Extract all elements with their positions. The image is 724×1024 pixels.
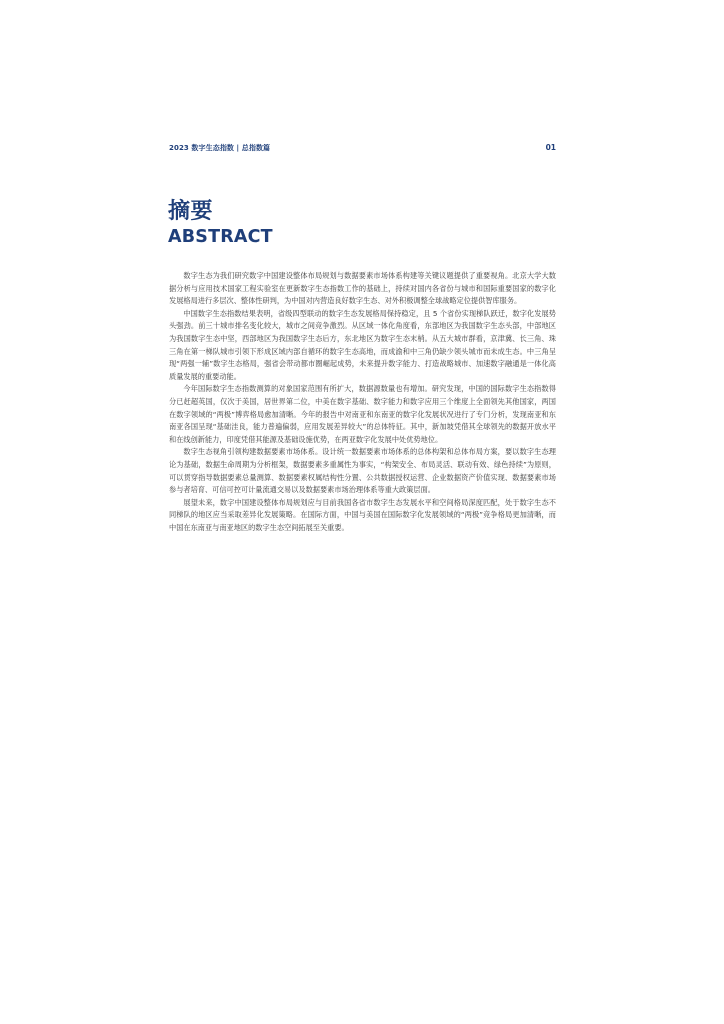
paragraph: 展望未来，数字中国建设整体布局规划应与目前我国各省市数字生态发展水平和空间格局深度匹配，处于数字生态不同梯队的地区应当采取差异化发展策略。在国际方面，中国与美国在国际数字化发展领域的“两极”竞争格局更加清晰，而中国在东南亚与南亚地区的数字生态空间拓展至关重要。 — [169, 497, 556, 532]
section-title-chinese: 摘要 — [168, 199, 214, 224]
paragraph: 中国数字生态指数结果表明，省级四型联动的数字生态发展格局保持稳定，且 5 个省份实现梯队跃迁，数字化发展势头强劲。前三十城市排名变化较大，城市之间竞争激烈。从区域一体化角度看，东部地区为我国数字生态头部，中部地区为我国数字生态中坚，西部地区为我国数字生态后方，东北地区为数字生态末梢。从五大城市群看，京津冀、长三角、珠三角在第一梯队城市引领下形成区域内部自循环的数字生态高地，而成渝和中三角仍缺少领头城市而未成生态。中三角呈现“两强一辅”数字生态格局，强省会带动都市圈崛起成势，未来提升数字能力、打造战略城市、加速数字融通是一体化高质量发展的重要动能。 — [169, 308, 556, 381]
page-number: 01 — [545, 143, 556, 152]
paragraph: 数字生态视角引领构建数据要素市场体系。设计统一数据要素市场体系的总体构架和总体布局方案，要以数字生态理论为基础，数据生命周期为分析框架，数据要素多重属性为事实，“构架安全、布局灵活、联动有效、绿色持续”为原则，可以贯穿指导数据要素总量测算、数据要素权属结构性分置、公共数据授权运营、企业数据资产价值实现、数据要素市场参与者培育、可信可控可计量流通交易以及数据要素市场治理体系等重大政策层面。 — [169, 447, 556, 495]
running-header — [169, 143, 556, 157]
header-title: 2023 数字生态指数 | 总指数篇 — [169, 144, 271, 152]
paragraph: 今年国际数字生态指数测算的对象国家范围有所扩大，数据源数量也有增加。研究发现，中国的国际数字生态指数得分已赶超英国，仅次于美国，居世界第二位，中美在数字基础、数字能力和数字应用三个维度上全面领先其他国家，两国在数字领域的“两极”博弈格局愈加清晰。今年的报告中对南亚和东南亚的数字化发展状况进行了专门分析，发现南亚和东南亚各国呈现“基础洼良，能力普遍偏弱，应用发展差异较大”的总体特征。其中，新加坡凭借其全球领先的数据开放水平和在线创新能力，印度凭借其能源及基础设施优势，在两亚数字化发展中处优势地位。 — [169, 384, 556, 444]
paragraph: 数字生态为我们研究数字中国建设整体布局规划与数据要素市场体系构建等关键议题提供了重要视角。北京大学大数据分析与应用技术国家工程实验室在更新数字生态指数工作的基础上，持续对国内各省份与城市和国际重要国家的数字化发展格局进行多层次、整体性研判，为中国对内营造良好数字生态、对外积极调整全球战略定位提供智库服务。 — [169, 271, 556, 306]
section-title-english: ABSTRACT — [168, 227, 273, 247]
abstract-body — [169, 270, 556, 534]
